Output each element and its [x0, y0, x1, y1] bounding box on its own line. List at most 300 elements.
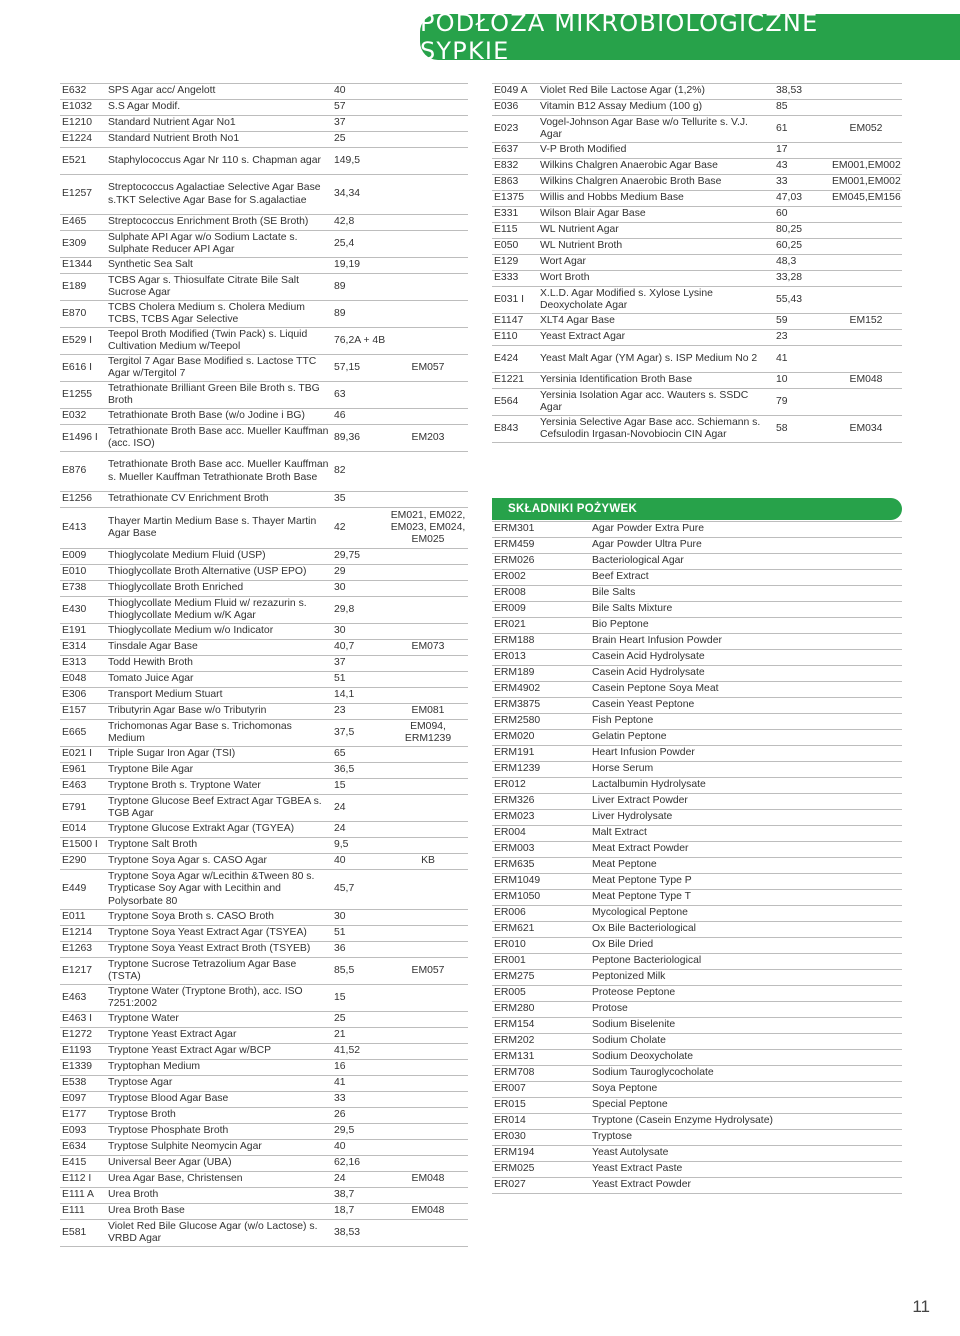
table-row [60, 1012, 468, 1028]
cell-code: E011 [60, 910, 106, 926]
cell-price: 65 [332, 747, 388, 763]
cell-name: Tetrathionate Broth Base acc. Mueller Kauffman (acc. ISO) [106, 425, 332, 452]
cell-ref [388, 838, 468, 854]
cell-name: Heart Infusion Powder [590, 746, 902, 762]
cell-price: 24 [332, 1172, 388, 1188]
cell-ref: EM057 [388, 958, 468, 985]
cell-code: E1224 [60, 132, 106, 148]
cell-code: E1339 [60, 1060, 106, 1076]
cell-price: 17 [774, 143, 830, 159]
table-row [492, 1162, 902, 1178]
cell-name: Trichomonas Agar Base s. Trichomonas Medium [106, 720, 332, 747]
table-row [60, 132, 468, 148]
cell-code: ERM194 [492, 1146, 590, 1162]
table-row [60, 688, 468, 704]
cell-code: E049 A [492, 84, 538, 100]
cell-name: Malt Extract [590, 826, 902, 842]
cell-ref [388, 84, 468, 100]
table-row [492, 826, 902, 842]
table-row [60, 870, 468, 910]
cell-code: ERM188 [492, 634, 590, 650]
ingredients-section-header [492, 498, 902, 520]
cell-name: Casein Acid Hydrolysate [590, 650, 902, 666]
cell-name: Transport Medium Stuart [106, 688, 332, 704]
cell-name: Urea Broth Base [106, 1204, 332, 1220]
cell-name: Tryptone Soya Yeast Extract Broth (TSYEB) [106, 942, 332, 958]
cell-code: ERM2580 [492, 714, 590, 730]
cell-code: ER027 [492, 1178, 590, 1194]
cell-ref: EM045,EM156 [830, 191, 902, 207]
cell-name: Tryptone Glucose Extrakt Agar (TGYEA) [106, 822, 332, 838]
cell-name: Tributyrin Agar Base w/o Tributyrin [106, 704, 332, 720]
cell-name: Ox Bile Bacteriological [590, 922, 902, 938]
cell-code: E306 [60, 688, 106, 704]
table-row [492, 794, 902, 810]
cell-price: 76,2A + 4B [332, 328, 388, 355]
cell-price: 24 [332, 822, 388, 838]
cell-code: E111 A [60, 1188, 106, 1204]
table-row [492, 890, 902, 906]
cell-ref [388, 672, 468, 688]
cell-price: 29,75 [332, 549, 388, 565]
cell-name: Violet Red Bile Lactose Agar (1,2%) [538, 84, 774, 100]
cell-ref [388, 1124, 468, 1140]
table-row [492, 100, 902, 116]
cell-price: 89 [332, 301, 388, 328]
cell-name: Tryptose Blood Agar Base [106, 1092, 332, 1108]
cell-name: Vogel-Johnson Agar Base w/o Tellurite s. V.J. Agar [538, 116, 774, 143]
cell-name: Beef Extract [590, 570, 902, 586]
cell-name: Staphylococcus Agar Nr 110 s. Chapman agar [106, 148, 332, 175]
cell-name: Casein Peptone Soya Meat [590, 682, 902, 698]
cell-ref [830, 271, 902, 287]
cell-ref: EM048 [830, 373, 902, 389]
cell-name: Proteose Peptone [590, 986, 902, 1002]
table-row [60, 100, 468, 116]
table-row [492, 207, 902, 223]
cell-name: Urea Broth [106, 1188, 332, 1204]
cell-price: 80,25 [774, 223, 830, 239]
cell-code: ERM621 [492, 922, 590, 938]
cell-code: E313 [60, 656, 106, 672]
cell-code: E036 [492, 100, 538, 116]
cell-code: ERM635 [492, 858, 590, 874]
cell-code: E1210 [60, 116, 106, 132]
table-row [60, 382, 468, 409]
cell-code: E413 [60, 508, 106, 549]
cell-code: ERM025 [492, 1162, 590, 1178]
left-product-table [60, 83, 468, 1247]
cell-name: Tryptone Glucose Beef Extract Agar TGBEA s. TGB Agar [106, 795, 332, 822]
cell-name: Tryptone Water [106, 1012, 332, 1028]
table-row [60, 328, 468, 355]
cell-ref: EM073 [388, 640, 468, 656]
cell-name: Tryptone Soya Agar s. CASO Agar [106, 854, 332, 870]
cell-name: Tetrathionate Broth Base acc. Mueller Kauffman s. Mueller Kauffman Tetrathionate Broth Base [106, 452, 332, 492]
table-row [492, 970, 902, 986]
cell-name: Tryptose [590, 1130, 902, 1146]
cell-ref [388, 231, 468, 258]
table-row [492, 602, 902, 618]
cell-price: 15 [332, 985, 388, 1012]
cell-name: Willis and Hobbs Medium Base [538, 191, 774, 207]
cell-ref [388, 656, 468, 672]
cell-code: E309 [60, 231, 106, 258]
cell-code: E014 [60, 822, 106, 838]
cell-name: Thioglycollate Broth Enriched [106, 581, 332, 597]
cell-code: E1193 [60, 1044, 106, 1060]
cell-ref [830, 143, 902, 159]
cell-price: 47,03 [774, 191, 830, 207]
cell-ref [830, 100, 902, 116]
cell-ref [830, 287, 902, 314]
cell-code: ERM301 [492, 522, 590, 538]
cell-name: Yeast Extract Agar [538, 330, 774, 346]
cell-code: E463 [60, 779, 106, 795]
cell-name: Bile Salts Mixture [590, 602, 902, 618]
cell-ref: EM001,EM002 [830, 175, 902, 191]
cell-name: Tryptose Agar [106, 1076, 332, 1092]
cell-code: E449 [60, 870, 106, 910]
cell-name: WL Nutrient Broth [538, 239, 774, 255]
table-row [60, 747, 468, 763]
cell-ref [388, 822, 468, 838]
cell-code: ERM154 [492, 1018, 590, 1034]
table-row [60, 1220, 468, 1247]
cell-code: E581 [60, 1220, 106, 1247]
table-row [60, 274, 468, 301]
cell-name: Wilson Blair Agar Base [538, 207, 774, 223]
table-row [492, 314, 902, 330]
cell-code: ERM326 [492, 794, 590, 810]
cell-ref [830, 239, 902, 255]
cell-name: Tetrathionate CV Enrichment Broth [106, 492, 332, 508]
cell-code: E465 [60, 215, 106, 231]
cell-ref [388, 215, 468, 231]
table-row [492, 954, 902, 970]
cell-name: Tryptose Broth [106, 1108, 332, 1124]
cell-name: Yeast Extract Powder [590, 1178, 902, 1194]
cell-name: Lactalbumin Hydrolysate [590, 778, 902, 794]
cell-name: Tryptone (Casein Enzyme Hydrolysate) [590, 1114, 902, 1130]
table-row [492, 389, 902, 416]
cell-ref [388, 148, 468, 175]
cell-code: E021 I [60, 747, 106, 763]
table-row [492, 191, 902, 207]
cell-code: E832 [492, 159, 538, 175]
cell-code: E032 [60, 409, 106, 425]
page-number: 11 [912, 1297, 930, 1316]
cell-ref [388, 926, 468, 942]
table-row [492, 373, 902, 389]
cell-ref [388, 549, 468, 565]
cell-ref [388, 452, 468, 492]
table-row [492, 1130, 902, 1146]
table-row [492, 810, 902, 826]
cell-code: E1263 [60, 942, 106, 958]
cell-price: 10 [774, 373, 830, 389]
table-row [492, 778, 902, 794]
cell-code: E093 [60, 1124, 106, 1140]
cell-code: E1255 [60, 382, 106, 409]
cell-name: Tryptophan Medium [106, 1060, 332, 1076]
cell-price: 38,53 [774, 84, 830, 100]
table-row [60, 452, 468, 492]
table-row [492, 330, 902, 346]
cell-ref [388, 910, 468, 926]
cell-name: Tryptose Phosphate Broth [106, 1124, 332, 1140]
table-row [60, 1060, 468, 1076]
cell-name: Sulphate API Agar w/o Sodium Lactate s. Sulphate Reducer API Agar [106, 231, 332, 258]
table-row [60, 704, 468, 720]
cell-price: 37,5 [332, 720, 388, 747]
cell-ref [388, 1156, 468, 1172]
table-row [60, 1188, 468, 1204]
cell-price: 40,7 [332, 640, 388, 656]
cell-name: Casein Acid Hydrolysate [590, 666, 902, 682]
cell-name: Meat Extract Powder [590, 842, 902, 858]
cell-name: Thioglycolate Medium Fluid (USP) [106, 549, 332, 565]
cell-name: Tergitol 7 Agar Base Modified s. Lactose TTC Agar w/Tergitol 7 [106, 355, 332, 382]
cell-name: X.L.D. Agar Modified s. Xylose Lysine Deoxycholate Agar [538, 287, 774, 314]
cell-code: E1500 I [60, 838, 106, 854]
cell-name: Liver Extract Powder [590, 794, 902, 810]
cell-price: 79 [774, 389, 830, 416]
cell-name: Brain Heart Infusion Powder [590, 634, 902, 650]
cell-code: ER009 [492, 602, 590, 618]
cell-ref: EM034 [830, 416, 902, 443]
cell-price: 42 [332, 508, 388, 549]
table-row [492, 84, 902, 100]
cell-code: E738 [60, 581, 106, 597]
cell-price: 33 [774, 175, 830, 191]
cell-code: ER006 [492, 906, 590, 922]
cell-name: Bacteriological Agar [590, 554, 902, 570]
cell-ref: EM152 [830, 314, 902, 330]
cell-code: E1221 [492, 373, 538, 389]
cell-ref [388, 409, 468, 425]
cell-name: Yeast Malt Agar (YM Agar) s. ISP Medium No 2 [538, 346, 774, 373]
table-row [60, 355, 468, 382]
cell-ref [388, 1028, 468, 1044]
table-row [60, 409, 468, 425]
cell-name: Vitamin B12 Assay Medium (100 g) [538, 100, 774, 116]
cell-price: 38,7 [332, 1188, 388, 1204]
cell-price: 18,7 [332, 1204, 388, 1220]
cell-ref [388, 870, 468, 910]
cell-price: 41,52 [332, 1044, 388, 1060]
table-row [60, 492, 468, 508]
cell-name: Thayer Martin Medium Base s. Thayer Martin Agar Base [106, 508, 332, 549]
table-row [60, 175, 468, 215]
ingredients-title: SKŁADNIKI POŻYWEK [508, 503, 638, 515]
cell-name: Agar Powder Ultra Pure [590, 538, 902, 554]
cell-ref: EM021, EM022, EM023, EM024, EM025 [388, 508, 468, 549]
cell-code: ER021 [492, 618, 590, 634]
table-row [60, 624, 468, 640]
table-row [492, 538, 902, 554]
cell-price: 25 [332, 1012, 388, 1028]
cell-ref [388, 624, 468, 640]
cell-code: E961 [60, 763, 106, 779]
table-row [60, 1172, 468, 1188]
cell-name: Tryptone Bile Agar [106, 763, 332, 779]
table-row [60, 926, 468, 942]
cell-price: 35 [332, 492, 388, 508]
cell-name: Yersinia Selective Agar Base acc. Schiemann s. Cefsulodin Irgasan-Novobiocin CIN Agar [538, 416, 774, 443]
cell-ref [388, 597, 468, 624]
cell-name: TCBS Agar s. Thiosulfate Citrate Bile Salt Sucrose Agar [106, 274, 332, 301]
cell-price: 51 [332, 672, 388, 688]
cell-price: 41 [332, 1076, 388, 1092]
cell-price: 43 [774, 159, 830, 175]
cell-price: 14,1 [332, 688, 388, 704]
cell-price: 30 [332, 910, 388, 926]
cell-code: E1344 [60, 258, 106, 274]
cell-code: E634 [60, 1140, 106, 1156]
cell-price: 59 [774, 314, 830, 330]
cell-code: ER004 [492, 826, 590, 842]
cell-ref: EM048 [388, 1172, 468, 1188]
table-row [492, 842, 902, 858]
cell-name: Violet Red Bile Glucose Agar (w/o Lactose) s. VRBD Agar [106, 1220, 332, 1247]
cell-price: 62,16 [332, 1156, 388, 1172]
cell-code: E1257 [60, 175, 106, 215]
table-row [492, 922, 902, 938]
table-row [60, 656, 468, 672]
cell-price: 26 [332, 1108, 388, 1124]
cell-ref [388, 1108, 468, 1124]
cell-ref: EM052 [830, 116, 902, 143]
header-banner [420, 9, 960, 65]
cell-price: 85,5 [332, 958, 388, 985]
table-row [60, 942, 468, 958]
cell-code: ER015 [492, 1098, 590, 1114]
cell-name: Sodium Deoxycholate [590, 1050, 902, 1066]
ingredients-table [492, 521, 902, 1194]
table-row [492, 271, 902, 287]
table-row [60, 581, 468, 597]
cell-code: E1272 [60, 1028, 106, 1044]
table-row [60, 985, 468, 1012]
cell-code: ERM3875 [492, 698, 590, 714]
cell-code: E529 I [60, 328, 106, 355]
cell-price: 60,25 [774, 239, 830, 255]
cell-name: Meat Peptone Type P [590, 874, 902, 890]
cell-ref: KB [388, 854, 468, 870]
cell-code: ERM1050 [492, 890, 590, 906]
cell-ref [388, 1044, 468, 1060]
cell-ref [388, 1092, 468, 1108]
cell-ref [388, 942, 468, 958]
table-row [492, 874, 902, 890]
cell-price: 89 [332, 274, 388, 301]
table-row [492, 906, 902, 922]
cell-name: Wilkins Chalgren Anaerobic Broth Base [538, 175, 774, 191]
cell-name: Thioglycollate Broth Alternative (USP EPO) [106, 565, 332, 581]
cell-code: E023 [492, 116, 538, 143]
cell-ref: EM048 [388, 1204, 468, 1220]
table-row [492, 682, 902, 698]
cell-name: Sodium Tauroglycocholate [590, 1066, 902, 1082]
table-row [60, 1028, 468, 1044]
cell-ref: EM081 [388, 704, 468, 720]
table-row [492, 239, 902, 255]
cell-ref: EM094, ERM1239 [388, 720, 468, 747]
table-row [492, 666, 902, 682]
cell-price: 89,36 [332, 425, 388, 452]
cell-ref [830, 389, 902, 416]
table-row [492, 346, 902, 373]
cell-name: WL Nutrient Agar [538, 223, 774, 239]
cell-code: E010 [60, 565, 106, 581]
cell-name: Fish Peptone [590, 714, 902, 730]
cell-ref [388, 763, 468, 779]
cell-price: 51 [332, 926, 388, 942]
table-row [492, 586, 902, 602]
table-row [60, 763, 468, 779]
cell-name: Wort Broth [538, 271, 774, 287]
cell-name: TCBS Cholera Medium s. Cholera Medium TCBS, TCBS Agar Selective [106, 301, 332, 328]
cell-price: 24 [332, 795, 388, 822]
table-row [60, 672, 468, 688]
cell-price: 41 [774, 346, 830, 373]
table-row [492, 1082, 902, 1098]
cell-price: 48,3 [774, 255, 830, 271]
table-row [60, 231, 468, 258]
cell-ref [388, 328, 468, 355]
cell-price: 29,8 [332, 597, 388, 624]
cell-name: Yersinia Identification Broth Base [538, 373, 774, 389]
cell-price: 37 [332, 116, 388, 132]
cell-code: ER013 [492, 650, 590, 666]
cell-code: E189 [60, 274, 106, 301]
table-row [492, 1178, 902, 1194]
cell-code: ERM189 [492, 666, 590, 682]
cell-code: ER005 [492, 986, 590, 1002]
table-row [60, 1108, 468, 1124]
table-row [60, 301, 468, 328]
cell-code: ER014 [492, 1114, 590, 1130]
table-row [60, 1204, 468, 1220]
cell-code: E876 [60, 452, 106, 492]
cell-price: 45,7 [332, 870, 388, 910]
cell-name: Horse Serum [590, 762, 902, 778]
table-row [60, 1044, 468, 1060]
cell-name: Special Peptone [590, 1098, 902, 1114]
cell-code: ERM708 [492, 1066, 590, 1082]
table-row [492, 175, 902, 191]
cell-name: V-P Broth Modified [538, 143, 774, 159]
cell-code: ERM131 [492, 1050, 590, 1066]
cell-code: E009 [60, 549, 106, 565]
cell-name: Soya Peptone [590, 1082, 902, 1098]
cell-code: E424 [492, 346, 538, 373]
cell-name: Meat Peptone [590, 858, 902, 874]
cell-ref [388, 100, 468, 116]
table-row [492, 1002, 902, 1018]
cell-ref [830, 255, 902, 271]
cell-price: 63 [332, 382, 388, 409]
cell-name: Meat Peptone Type T [590, 890, 902, 906]
cell-name: Universal Beer Agar (UBA) [106, 1156, 332, 1172]
cell-name: Bile Salts [590, 586, 902, 602]
cell-name: Tinsdale Agar Base [106, 640, 332, 656]
cell-name: Agar Powder Extra Pure [590, 522, 902, 538]
cell-ref [388, 175, 468, 215]
cell-ref [388, 1012, 468, 1028]
cell-ref [388, 492, 468, 508]
